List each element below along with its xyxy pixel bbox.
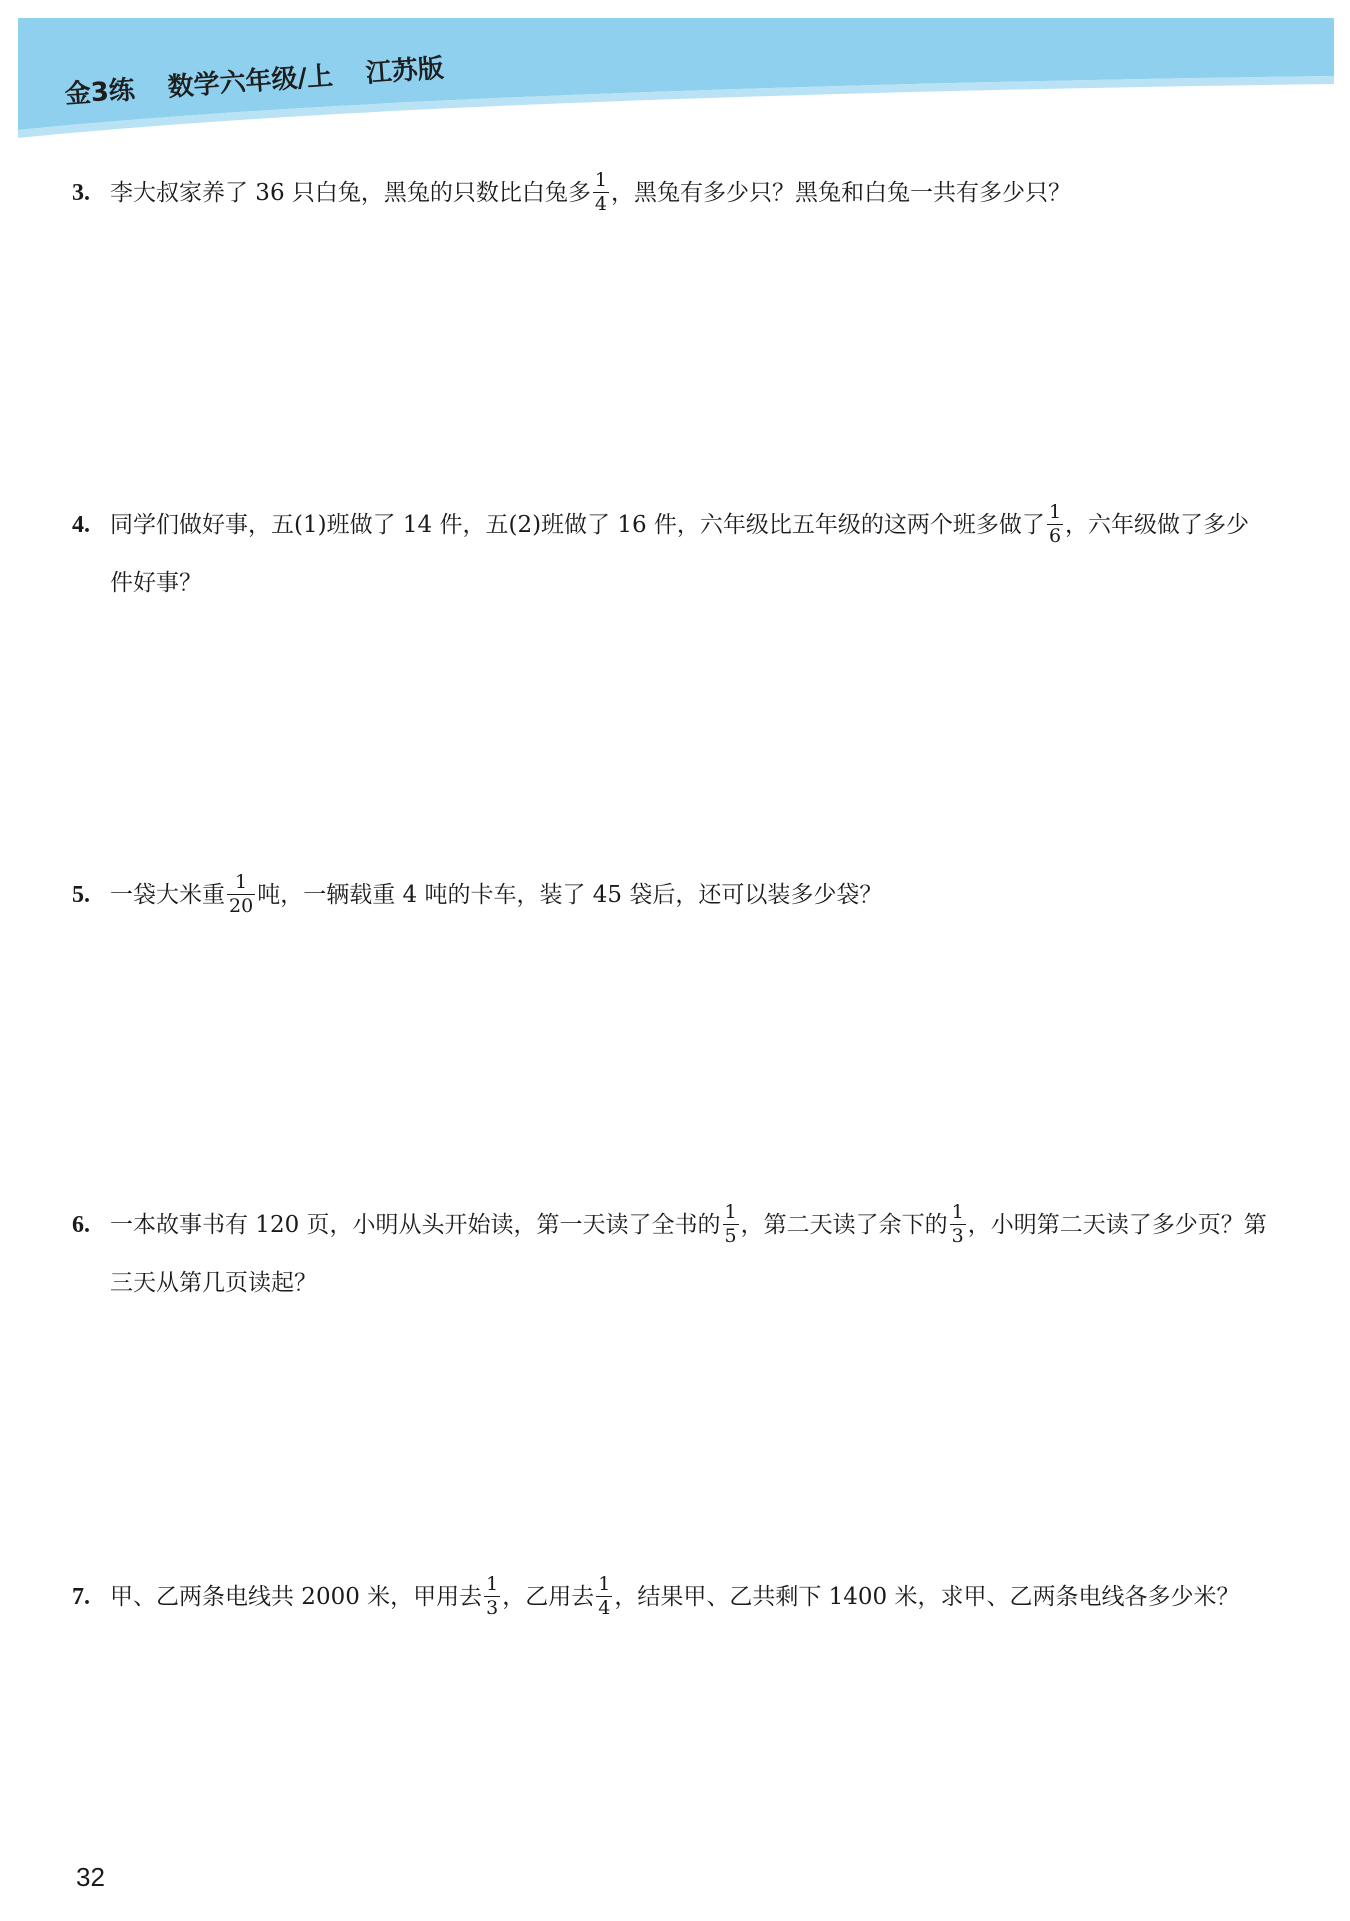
fraction-denominator: 20 — [229, 894, 254, 917]
problem-text-part: 同学们做好事，五(1)班做了 14 件，五(2)班做了 16 件，六年级比五年级的这两个班多做了 — [110, 512, 1045, 538]
fraction-numerator: 1 — [1048, 500, 1062, 523]
problem-4 — [72, 496, 1272, 612]
fraction — [593, 168, 609, 215]
problem-text-part: ，乙用去 — [502, 1584, 595, 1610]
problem-text-part: ，黑兔有多少只？黑兔和白兔一共有多少只？ — [610, 180, 1071, 206]
fraction — [1047, 500, 1063, 547]
problem-5 — [72, 866, 1272, 924]
fraction-numerator: 1 — [951, 1200, 964, 1223]
problem-text-part: ，第二天读了余下的 — [740, 1212, 948, 1238]
problem-number: 3. — [72, 180, 90, 206]
fraction-numerator: 1 — [486, 1572, 499, 1595]
fraction-numerator: 1 — [598, 1572, 611, 1595]
problem-text-part: ，小明第二天读了多少页？第三天从第几页读起？ — [110, 1212, 1267, 1296]
fraction-denominator: 4 — [598, 1596, 611, 1619]
brand-name: 金3练 — [63, 75, 136, 111]
fraction — [723, 1200, 739, 1247]
fraction-numerator: 1 — [724, 1200, 737, 1223]
problem-text-part: 甲、乙两条电线共 2000 米，甲用去 — [110, 1584, 483, 1610]
problem-number: 7. — [72, 1584, 90, 1610]
fraction-denominator: 5 — [724, 1224, 737, 1247]
problem-6 — [72, 1196, 1272, 1312]
fraction — [484, 1572, 500, 1619]
problem-text — [110, 866, 1272, 924]
edition-label: 江苏版 — [364, 53, 445, 89]
problem-text — [110, 1568, 1272, 1626]
fraction-denominator: 4 — [594, 192, 607, 215]
problem-text-part: 一袋大米重 — [110, 882, 225, 908]
problem-text-part: 吨，一辆载重 4 吨的卡车，装了 45 袋后，还可以装多少袋？ — [257, 882, 883, 908]
problem-number: 4. — [72, 512, 90, 538]
fraction — [596, 1572, 612, 1619]
problem-text-part: ，结果甲、乙共剩下 1400 米，求甲、乙两条电线各多少米？ — [614, 1584, 1240, 1610]
fraction-numerator: 1 — [235, 870, 248, 893]
problem-number: 5. — [72, 882, 90, 908]
problem-text-part: ，六年级做了多少件好事？ — [110, 512, 1250, 596]
problem-text-part: 李大叔家养了 36 只白兔，黑兔的只数比白兔多 — [110, 180, 591, 206]
problem-text-part: 一本故事书有 120 页，小明从头开始读，第一天读了全书的 — [110, 1212, 721, 1238]
fraction-denominator: 6 — [1048, 524, 1062, 547]
subject-label: 数学六年级/上 — [166, 61, 334, 103]
fraction-denominator: 3 — [951, 1224, 964, 1247]
problem-3 — [72, 164, 1272, 222]
problem-text — [110, 496, 1272, 612]
fraction — [227, 870, 255, 917]
page-number: 32 — [76, 1862, 105, 1892]
problem-text — [110, 164, 1272, 222]
problem-number: 6. — [72, 1212, 90, 1238]
problem-7 — [72, 1568, 1272, 1626]
fraction-numerator: 1 — [594, 168, 607, 191]
problem-text — [110, 1196, 1272, 1312]
fraction — [950, 1200, 966, 1247]
fraction-denominator: 3 — [486, 1596, 499, 1619]
